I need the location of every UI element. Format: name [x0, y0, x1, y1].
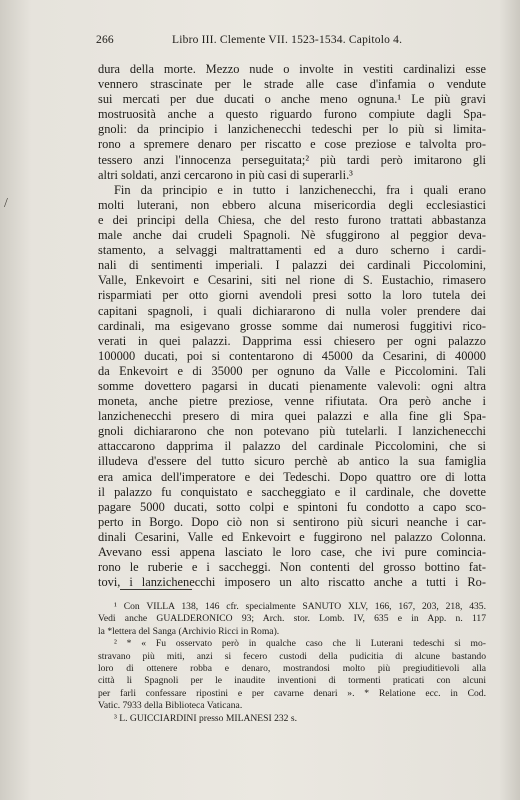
text-line: altri soldati, anzi cercarono in più casi di superarli.³: [98, 167, 353, 182]
footnote-line: città li Spagnoli per le inaudite inventioni di tormenti praticati con alcuni: [98, 675, 486, 687]
text-line: perto in Borgo. Dopo ciò non si sentirono più sicuri neanche i car-: [98, 514, 486, 529]
text-line: pagare 5000 ducati, sotto colpi e spintoni fu condotto a capo sco-: [98, 499, 486, 514]
text-line: rono le ruberie e i saccheggi. Non contenti del grosso bottino fat-: [98, 560, 486, 575]
running-title: Libro III. Clemente VII. 1523-1534. Capitolo 4.: [172, 34, 403, 46]
text-line: era amica dell'imperatore e dei Tedeschi. Dopo quattro ore di lotta: [98, 469, 486, 484]
text-line: molti luterani, non ebbero alcuna misericordia degli ecclesiastici: [98, 197, 486, 212]
footnote-line: ¹ Con VILLA 138, 146 cfr. specialmente SANUTO XLV, 166, 167, 203, 218, 435.: [114, 601, 486, 612]
footnote-line: ² * « Fu osservato però in qualche caso che li Luterani tedeschi si mo-: [114, 638, 486, 650]
margin-mark: /: [4, 196, 8, 211]
text-line: Fin da principio e in tutto i lanzichenecchi, fra i quali erano: [114, 182, 486, 197]
text-line: sui mercati per due ducati o anche meno ognuna.¹ Le più gravi: [98, 92, 486, 107]
text-line: Avevano essi appena lasciato le loro case, che ivi pure comincia-: [98, 545, 486, 559]
footnote-rule: [120, 589, 192, 590]
footnote-line: Vatic. 7933 della Biblioteca Vaticana.: [98, 700, 243, 712]
body-text: [98, 62, 486, 590]
text-line: il palazzo fu conquistato e saccheggiato e il cardinale, che dovette: [98, 484, 486, 499]
text-line: vennero strascinate per le strade alle case d'infamia o vendute: [98, 77, 486, 92]
text-line: capitani spagnoli, i quali dichiararono di nulla voler prendere dai: [98, 303, 486, 318]
text-line: e dei principi della Chiesa, che del resto furono trattati abbastanza: [98, 212, 486, 227]
text-line: da Enkevoirt e di 35000 per ognuno da Valle e Piccolomini. Tali: [98, 363, 486, 378]
footnote-line: ³ L. GUICCIARDINI presso MILANESI 232 s.: [114, 712, 298, 724]
footnote-line: per farli confessare ripostini e per cavarne denari ». * Relatione ecc. in Cod.: [98, 687, 486, 699]
text-line: illudeva d'essere del tutto sicuro perchè ab antico la sua famiglia: [98, 454, 486, 469]
text-line: 100000 ducati, poi si contentarono di 45000 da Cesarini, di 40000: [98, 348, 486, 363]
text-line: tessero anzi l'innocenza perseguitata;² più tardi però imitarono gli: [98, 152, 486, 167]
text-line: stamento, a selvaggi maltrattamenti ed a duro scherno i cardi-: [98, 243, 486, 258]
text-line: gnoli: da principio i lanzichenecchi tedeschi per lo più si limita-: [98, 122, 486, 137]
text-line: cardinali, ma esigevano grosse somme dai numerosi fuggitivi rico-: [98, 318, 486, 333]
footnote-line: stravano più miti, anzi si fecero custodi della pudicitia di alcune bastando: [98, 650, 486, 662]
footnotes: [98, 601, 486, 725]
footnote-line: la *lettera del Sanga (Archivio Ricci in Roma).: [98, 625, 280, 637]
footnote-line: Vedi anche GUALDERONICO 93; Arch. stor. Lomb. IV, 635 e in App. n. 117: [98, 613, 486, 625]
text-line: Valle, Enkevoirt e Cesarini, siti nel rione di S. Eustachio, rimasero: [98, 273, 486, 288]
text-line: moneta, anche pietre preziose, venne rifiutata. Ora però anche i: [98, 394, 486, 409]
text-line: risparmiati per otto giorni avendoli presi sotto la loro tutela dei: [98, 288, 486, 303]
text-line: verati in quei palazzi. Dapprima essi chiesero per ogni palazzo: [98, 333, 486, 348]
text-line: male anche dai crudeli Spagnoli. Nè sfuggirono al peggior deva-: [98, 228, 486, 243]
footnote-line: loro di ottenere robba e denaro, mostrandosi molto più pregiuditievoli alla: [98, 662, 486, 674]
text-line: mostruosità anche a questo riguardo furono compiute dagli Spa-: [98, 107, 486, 122]
text-line: attaccarono dapprima il palazzo del cardinale Piccolomini, che si: [98, 439, 486, 454]
text-line: dura della morte. Mezzo nude o involte in vestiti cardinalizi esse: [98, 62, 486, 76]
text-line: dinali Cesarini, Valle ed Enkevoirt e fuggirono nel palazzo Colonna.: [98, 529, 486, 544]
page-number: 266: [96, 34, 114, 46]
text-line: rono a spremere denaro per riscatto e cose preziose e talvolta pro-: [98, 137, 486, 152]
text-line: nali di sentimenti imperiali. I palazzi dei cardinali Piccolomini,: [98, 258, 486, 273]
text-line: gnoli dichiararono che non potevano più tutelarli. I lanzichenecchi: [98, 424, 486, 439]
text-line: lanzichenecchi presero di mira quei palazzi e alla fine gli Spa-: [98, 409, 486, 424]
text-line: somme dovettero pagarsi in ducati pienamente valevoli: ogni altra: [98, 378, 486, 393]
text-line: tovi, i lanzichenecchi imposero un alto riscatto anche a tutti i Ro-: [98, 575, 486, 590]
